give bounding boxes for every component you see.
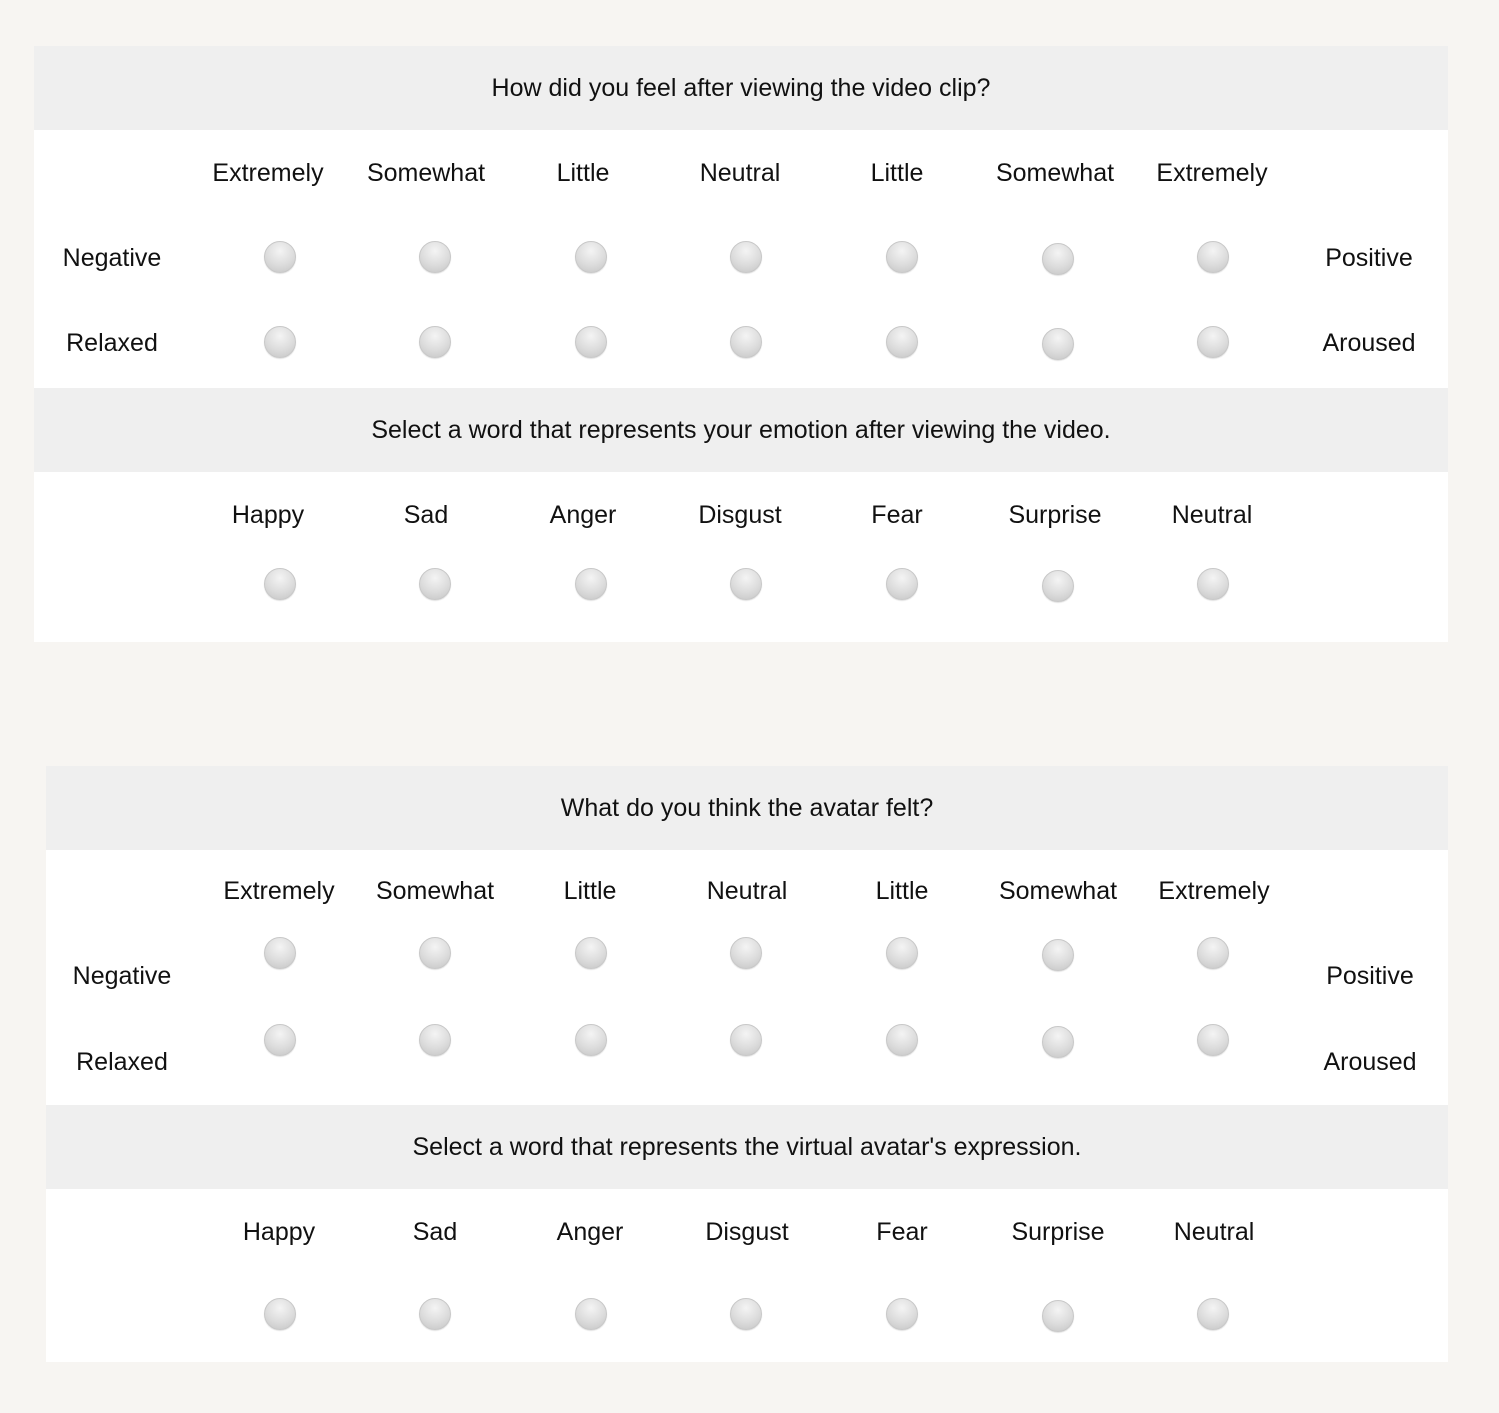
rating-radio[interactable] <box>1042 1026 1074 1058</box>
row-left-label: Relaxed <box>66 329 158 357</box>
emotion-radio[interactable] <box>1197 1298 1229 1330</box>
rating-radio[interactable] <box>575 937 607 969</box>
question-header <box>34 388 1448 472</box>
rating-radio[interactable] <box>730 241 762 273</box>
row-left-label: Negative <box>72 962 172 990</box>
rating-radio[interactable] <box>730 1024 762 1056</box>
scale-label: Neutral <box>706 877 788 905</box>
scale-label: Extremely <box>223 877 335 905</box>
scale-label: Somewhat <box>995 159 1115 187</box>
emotion-label: Neutral <box>1173 1218 1255 1246</box>
emotion-label: Neutral <box>1171 501 1253 529</box>
scale-label: Little <box>870 159 924 187</box>
emotion-label: Surprise <box>1008 501 1102 529</box>
question-title: What do you think the avatar felt? <box>560 793 934 822</box>
rating-radio[interactable] <box>264 937 296 969</box>
rating-radio[interactable] <box>575 326 607 358</box>
rating-radio[interactable] <box>1197 241 1229 273</box>
emotion-radio[interactable] <box>730 568 762 600</box>
emotion-radio[interactable] <box>264 1298 296 1330</box>
emotion-label: Fear <box>876 1218 928 1246</box>
rating-radio[interactable] <box>419 241 451 273</box>
emotion-label: Fear <box>871 501 923 529</box>
scale-label: Little <box>556 159 610 187</box>
rating-radio[interactable] <box>419 326 451 358</box>
rating-radio[interactable] <box>575 1024 607 1056</box>
row-right-label: Aroused <box>1323 1048 1417 1076</box>
emotion-radio[interactable] <box>575 1298 607 1330</box>
scale-label: Somewhat <box>366 159 486 187</box>
emotion-radio[interactable] <box>1042 570 1074 602</box>
scale-label: Little <box>563 877 617 905</box>
emotion-label: Sad <box>412 1218 458 1246</box>
emotion-radio[interactable] <box>886 568 918 600</box>
question-title: Select a word that represents your emotion after viewing the video. <box>371 415 1111 444</box>
scale-label: Extremely <box>1158 877 1270 905</box>
question-title: How did you feel after viewing the video clip? <box>491 73 991 102</box>
question-header <box>46 1105 1448 1189</box>
rating-radio[interactable] <box>886 241 918 273</box>
question-title: Select a word that represents the virtual avatar's expression. <box>412 1132 1082 1161</box>
emotion-label: Disgust <box>705 1218 789 1246</box>
rating-radio[interactable] <box>1042 939 1074 971</box>
emotion-label: Anger <box>549 501 617 529</box>
emotion-radio[interactable] <box>419 568 451 600</box>
avatar-feeling-section <box>46 766 1448 1362</box>
emotion-label: Happy <box>242 1218 316 1246</box>
rating-radio[interactable] <box>264 241 296 273</box>
emotion-radio[interactable] <box>1197 568 1229 600</box>
rating-radio[interactable] <box>419 1024 451 1056</box>
rating-radio[interactable] <box>264 1024 296 1056</box>
emotion-radio[interactable] <box>886 1298 918 1330</box>
emotion-radio[interactable] <box>575 568 607 600</box>
row-left-label: Relaxed <box>76 1048 168 1076</box>
row-right-label: Positive <box>1325 244 1413 272</box>
emotion-label: Surprise <box>1011 1218 1105 1246</box>
rating-radio[interactable] <box>1197 1024 1229 1056</box>
question-header <box>46 766 1448 850</box>
emotion-label: Sad <box>403 501 449 529</box>
scale-label: Extremely <box>1156 159 1268 187</box>
emotion-radio[interactable] <box>1042 1300 1074 1332</box>
emotion-label: Disgust <box>698 501 782 529</box>
rating-radio[interactable] <box>1197 937 1229 969</box>
video-feeling-section <box>34 46 1448 642</box>
emotion-label: Happy <box>231 501 305 529</box>
rating-radio[interactable] <box>730 937 762 969</box>
question-header <box>34 46 1448 130</box>
row-right-label: Aroused <box>1322 329 1416 357</box>
scale-label: Somewhat <box>998 877 1118 905</box>
emotion-label: Anger <box>556 1218 624 1246</box>
rating-radio[interactable] <box>886 937 918 969</box>
emotion-radio[interactable] <box>264 568 296 600</box>
row-right-label: Positive <box>1326 962 1414 990</box>
scale-label: Little <box>875 877 929 905</box>
scale-label: Extremely <box>212 159 324 187</box>
rating-radio[interactable] <box>730 326 762 358</box>
rating-radio[interactable] <box>1042 328 1074 360</box>
emotion-radio[interactable] <box>419 1298 451 1330</box>
rating-radio[interactable] <box>264 326 296 358</box>
scale-label: Neutral <box>699 159 781 187</box>
rating-radio[interactable] <box>886 326 918 358</box>
rating-radio[interactable] <box>575 241 607 273</box>
rating-radio[interactable] <box>419 937 451 969</box>
row-left-label: Negative <box>62 244 162 272</box>
rating-radio[interactable] <box>886 1024 918 1056</box>
rating-radio[interactable] <box>1197 326 1229 358</box>
emotion-radio[interactable] <box>730 1298 762 1330</box>
scale-label: Somewhat <box>375 877 495 905</box>
rating-radio[interactable] <box>1042 243 1074 275</box>
